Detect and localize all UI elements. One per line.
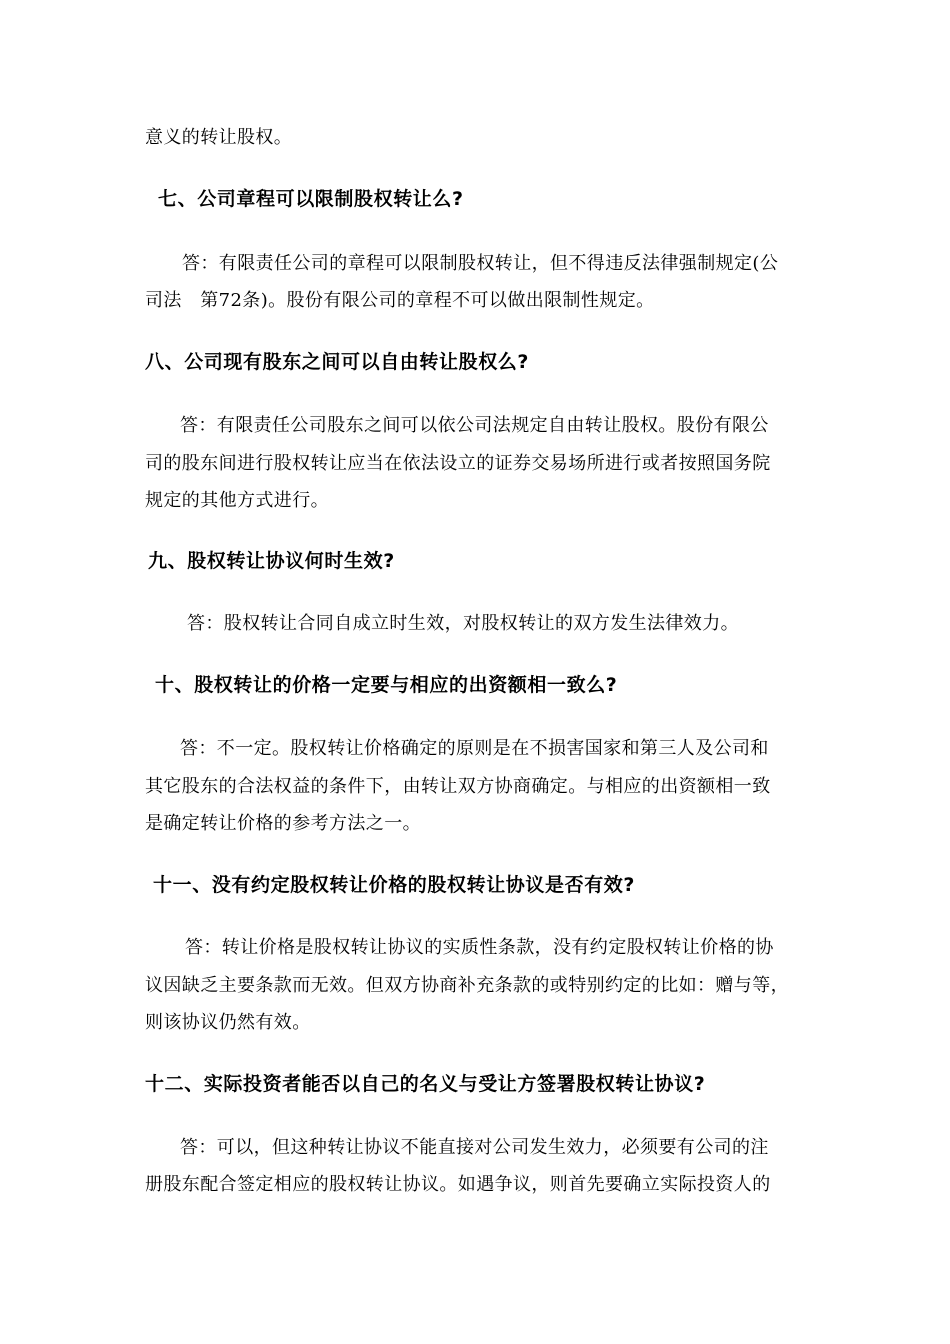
section-8-line-2: 司的股东间进行股权转让应当在依法设立的证券交易场所进行或者按照国务院 (145, 453, 771, 474)
section-11-line-1: 答：转让价格是股权转让协议的实质性条款，没有约定股权转让价格的协 (185, 937, 774, 958)
section-8-heading: 八、公司现有股东之间可以自由转让股权么? (145, 351, 530, 373)
section-9-heading: 九、股权转让协议何时生效? (148, 550, 395, 572)
section-11-heading: 十一、没有约定股权转让价格的股权转让协议是否有效? (153, 874, 636, 896)
section-12-heading: 十二、实际投资者能否以自己的名义与受让方签署股权转让协议? (145, 1073, 706, 1095)
section-10-line-3: 是确定转让价格的参考方法之一。 (145, 813, 421, 834)
section-10-line-2: 其它股东的合法权益的条件下，由转让双方协商确定。与相应的出资额相一致 (145, 776, 771, 797)
section-11-line-2: 议因缺乏主要条款而无效。但双方协商补充条款的或特别约定的比如：赠与等， (145, 975, 789, 996)
section-9-line-1: 答：股权转让合同自成立时生效，对股权转让的双方发生法律效力。 (187, 613, 739, 634)
intro-tail-line: 意义的转让股权。 (145, 127, 293, 148)
section-10-line-1: 答：不一定。股权转让价格确定的原则是在不损害国家和第三人及公司和 (180, 738, 769, 759)
section-12-line-2: 册股东配合签定相应的股权转让协议。如遇争议，则首先要确立实际投资人的 (145, 1174, 771, 1195)
section-7-heading: 七、公司章程可以限制股权转让么? (158, 188, 464, 210)
section-12-line-1: 答：可以，但这种转让协议不能直接对公司发生效力，必须要有公司的注 (180, 1137, 769, 1158)
section-8-line-1: 答：有限责任公司股东之间可以依公司法规定自由转让股权。股份有限公 (180, 415, 769, 436)
section-8-line-3: 规定的其他方式进行。 (145, 490, 329, 511)
section-7-line-2: 司法 第72条)。股份有限公司的章程不可以做出限制性规定。 (145, 290, 655, 311)
section-11-line-3: 则该协议仍然有效。 (145, 1012, 311, 1033)
section-10-heading: 十、股权转让的价格一定要与相应的出资额相一致么? (155, 674, 618, 696)
section-7-line-1: 答：有限责任公司的章程可以限制股权转让，但不得违反法律强制规定(公 (182, 253, 779, 274)
